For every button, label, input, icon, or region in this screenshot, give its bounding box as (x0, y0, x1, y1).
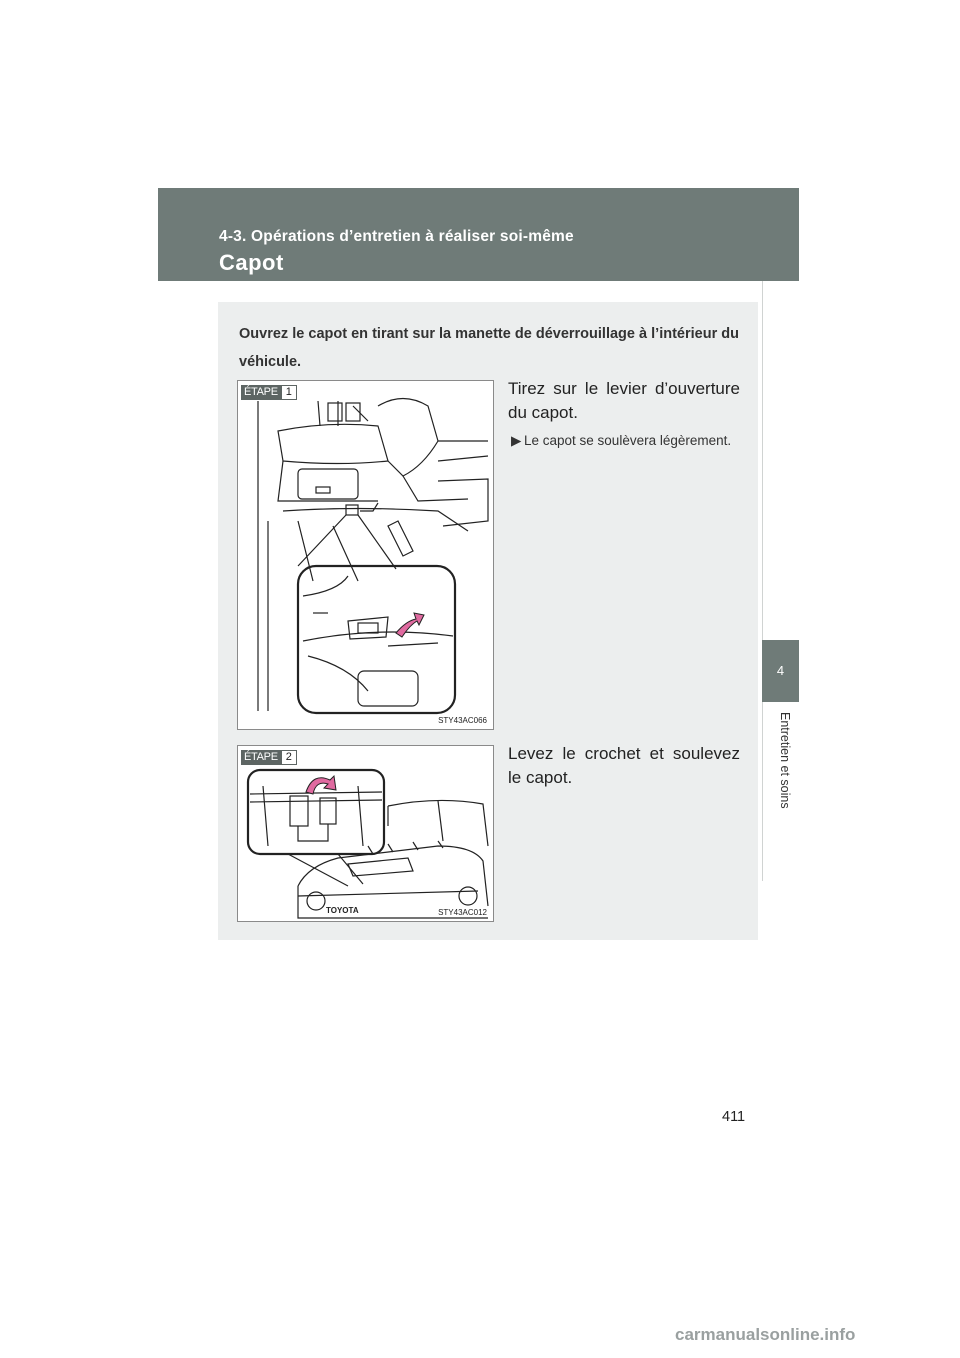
step-badge-number: 1 (281, 385, 297, 400)
step-1-note (511, 432, 740, 450)
note-bullet-icon: ▶ (511, 433, 522, 448)
figure-hood-release-lever (237, 380, 494, 730)
section-header (158, 188, 799, 281)
section-title: 4-3. Opérations d’entretien à réaliser soi-même (219, 228, 574, 245)
intro-paragraph: Ouvrez le capot en tirant sur la manette de déverrouillage à l’intérieur du véhicule. (239, 326, 739, 370)
hood-latch-illustration (238, 746, 495, 923)
step-1-instruction: Tirez sur le levier d’ouverture du capot. (508, 379, 740, 422)
step-badge (241, 750, 297, 765)
watermark: carmanualsonline.info (675, 1325, 856, 1344)
lift-arrow-icon (306, 776, 336, 794)
grille-logo: TOYOTA (326, 906, 359, 915)
step-2-instruction: Levez le crochet et soulevez le capot. (508, 744, 740, 787)
page-title: Capot (219, 250, 284, 275)
step-badge-number: 2 (281, 750, 297, 765)
step-badge-label: ÉTAPE (241, 385, 281, 400)
chapter-number-tab: 4 (762, 640, 799, 702)
figure-code: STY43AC012 (438, 908, 487, 917)
hood-release-illustration (238, 381, 495, 731)
step-badge (241, 385, 297, 400)
chapter-title-vertical: Entretien et soins (778, 712, 792, 809)
page-number: 411 (722, 1109, 746, 1125)
figure-code: STY43AC066 (438, 716, 487, 725)
figure-hood-latch (237, 745, 494, 922)
pull-arrow-icon (396, 613, 424, 637)
step-badge-label: ÉTAPE (241, 750, 281, 765)
note-text: Le capot se soulèvera légèrement. (524, 433, 732, 448)
